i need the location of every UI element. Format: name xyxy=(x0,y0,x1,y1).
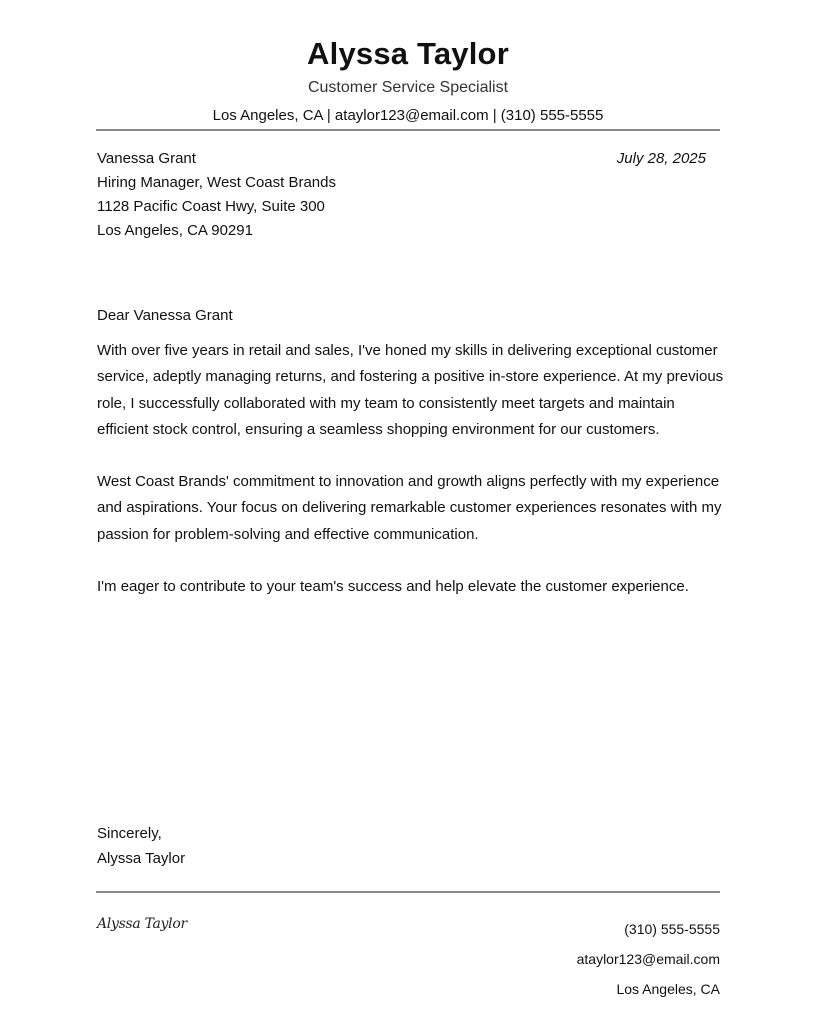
valediction: Sincerely, xyxy=(97,825,162,842)
footer-divider xyxy=(96,891,720,893)
header-divider xyxy=(96,129,720,131)
footer-contact xyxy=(577,914,720,1004)
recipient-city: Los Angeles, CA 90291 xyxy=(97,222,253,239)
handwritten-signature: Alyssa Taylor xyxy=(97,916,187,932)
recipient-name: Vanessa Grant xyxy=(97,150,196,167)
recipient-street: 1128 Pacific Coast Hwy, Suite 300 xyxy=(97,198,325,215)
applicant-title: Customer Service Specialist xyxy=(307,79,509,96)
body-paragraph: West Coast Brands' commitment to innovation and growth aligns perfectly with my experience and aspirations. Your focus on delivering remarkable customer experiences resonates with my passion for problem-solving and effective communication. xyxy=(97,473,722,543)
footer-location: Los Angeles, CA xyxy=(616,981,720,997)
header-contact-line: Los Angeles, CA | ataylor123@email.com | (310) 555-5555 xyxy=(212,107,604,124)
closing-block xyxy=(97,821,185,871)
recipient-block xyxy=(97,147,336,243)
footer-phone: (310) 555-5555 xyxy=(624,921,720,937)
applicant-name: Alyssa Taylor xyxy=(307,36,509,71)
letter-date: July 28, 2025 xyxy=(616,150,706,167)
recipient-position: Hiring Manager, West Coast Brands xyxy=(97,174,336,191)
letter-body xyxy=(97,338,727,626)
signoff-name: Alyssa Taylor xyxy=(97,850,186,867)
body-paragraph: I'm eager to contribute to your team's success and help elevate the customer experience. xyxy=(97,578,689,596)
body-paragraph: With over five years in retail and sales, I've honed my skills in delivering exceptional customer service, adeptly managing returns, and fostering a positive in-store experience. At my previous role, I successfully collaborated with my team to consistently meet targets and maintain efficient stock control, ensuring a seamless shopping environment for our customers. xyxy=(97,342,724,438)
salutation: Dear Vanessa Grant xyxy=(97,307,233,324)
footer-email: ataylor123@email.com xyxy=(576,951,720,967)
